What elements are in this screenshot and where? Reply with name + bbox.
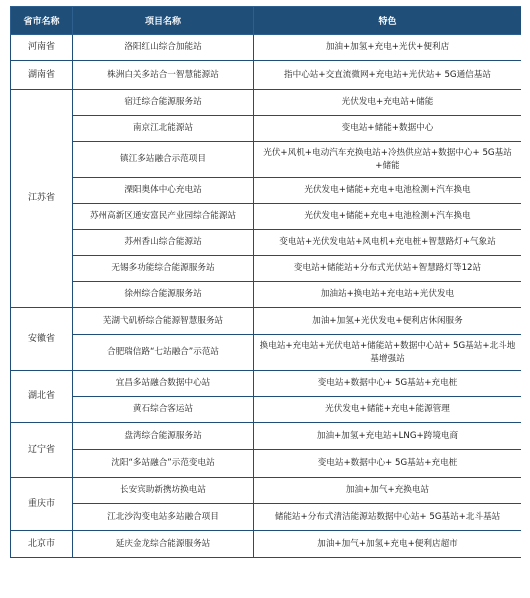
projects-table [10,6,521,558]
feature-cell: 变电站+储能+数据中心 [254,116,522,142]
project-name-cell: 苏州高新区通安富民产业园综合能源站 [73,204,254,230]
province-cell: 安徽省 [11,308,73,371]
province-cell: 湖北省 [11,371,73,423]
header-province: 省市名称 [11,7,73,35]
table-row [11,478,522,504]
feature-cell: 光伏+风机+电动汽车充换电站+冷热供应站+数据中心+ 5G基站+储能 [254,142,522,178]
project-name-cell: 洛阳红山综合加能站 [73,35,254,61]
header-feature: 特色 [254,7,522,35]
table-body [11,35,522,558]
table-row [11,116,522,142]
project-name-cell: 徐州综合能源服务站 [73,282,254,308]
table-row [11,178,522,204]
feature-cell: 加油站+换电站+充电站+光伏发电 [254,282,522,308]
province-cell: 江苏省 [11,90,73,308]
feature-cell: 加油+加氢+充电站+LNG+跨境电商 [254,423,522,450]
province-cell: 辽宁省 [11,423,73,478]
project-name-cell: 南京江北能源站 [73,116,254,142]
table-row [11,450,522,478]
feature-cell: 光伏发电+储能+充电+电池检测+汽车换电 [254,204,522,230]
feature-cell: 加油+加气+充换电站 [254,478,522,504]
table-row [11,61,522,90]
project-name-cell: 江北沙沟变电站多站融合项目 [73,504,254,531]
table-row [11,504,522,531]
project-name-cell: 宜昌多站融合数据中心站 [73,371,254,397]
table-row [11,90,522,116]
table-row [11,308,522,335]
table-row [11,35,522,61]
province-cell: 河南省 [11,35,73,61]
feature-cell: 光伏发电+储能+充电+电池检测+汽车换电 [254,178,522,204]
table-row [11,371,522,397]
project-name-cell: 苏州香山综合能源站 [73,230,254,256]
table-row [11,531,522,558]
feature-cell: 光伏发电+储能+充电+能源管理 [254,397,522,423]
table-row [11,397,522,423]
province-cell: 北京市 [11,531,73,558]
feature-cell: 换电站+充电站+光伏电站+储能站+数据中心站+ 5G基站+北斗地基增强站 [254,335,522,371]
project-name-cell: 溧阳奥体中心充电站 [73,178,254,204]
project-name-cell: 合肥瑞信路“七站融合”示范站 [73,335,254,371]
project-name-cell: 延庆金龙综合能源服务站 [73,531,254,558]
project-name-cell: 黄石综合客运站 [73,397,254,423]
feature-cell: 指中心站+交直流微网+充电站+光伏站+ 5G通信基站 [254,61,522,90]
project-name-cell: 宿迁综合能源服务站 [73,90,254,116]
feature-cell: 加油+加气+加氢+充电+便利店超市 [254,531,522,558]
table-row [11,230,522,256]
province-cell: 重庆市 [11,478,73,531]
header-row [11,7,522,35]
table-row [11,423,522,450]
table-row [11,204,522,230]
project-name-cell: 镇江多站融合示范项目 [73,142,254,178]
feature-cell: 加油+加氢+充电+光伏+便利店 [254,35,522,61]
feature-cell: 变电站+数据中心+ 5G基站+充电桩 [254,450,522,478]
table-row [11,256,522,282]
table-row [11,282,522,308]
table-container [10,6,521,598]
project-name-cell: 盘湾综合能源服务站 [73,423,254,450]
feature-cell: 加油+加氢+光伏发电+便利店休闲服务 [254,308,522,335]
table-row [11,142,522,178]
feature-cell: 变电站+光伏发电站+风电机+充电桩+智慧路灯+气象站 [254,230,522,256]
project-name-cell: 无锡多功能综合能源服务站 [73,256,254,282]
project-name-cell: 长安宾助新携坊换电站 [73,478,254,504]
project-name-cell: 沈阳“多站融合”示范变电站 [73,450,254,478]
feature-cell: 变电站+数据中心+ 5G基站+充电桩 [254,371,522,397]
feature-cell: 变电站+储能站+分布式光伏站+智慧路灯等12站 [254,256,522,282]
feature-cell: 光伏发电+充电站+储能 [254,90,522,116]
feature-cell: 储能站+分布式清洁能源站数据中心站+ 5G基站+北斗基站 [254,504,522,531]
table-row [11,335,522,371]
project-name-cell: 芜湖弋矶桥综合能源智慧服务站 [73,308,254,335]
project-name-cell: 株洲白关多站合一智慧能源站 [73,61,254,90]
header-project-name: 项目名称 [73,7,254,35]
province-cell: 湖南省 [11,61,73,90]
